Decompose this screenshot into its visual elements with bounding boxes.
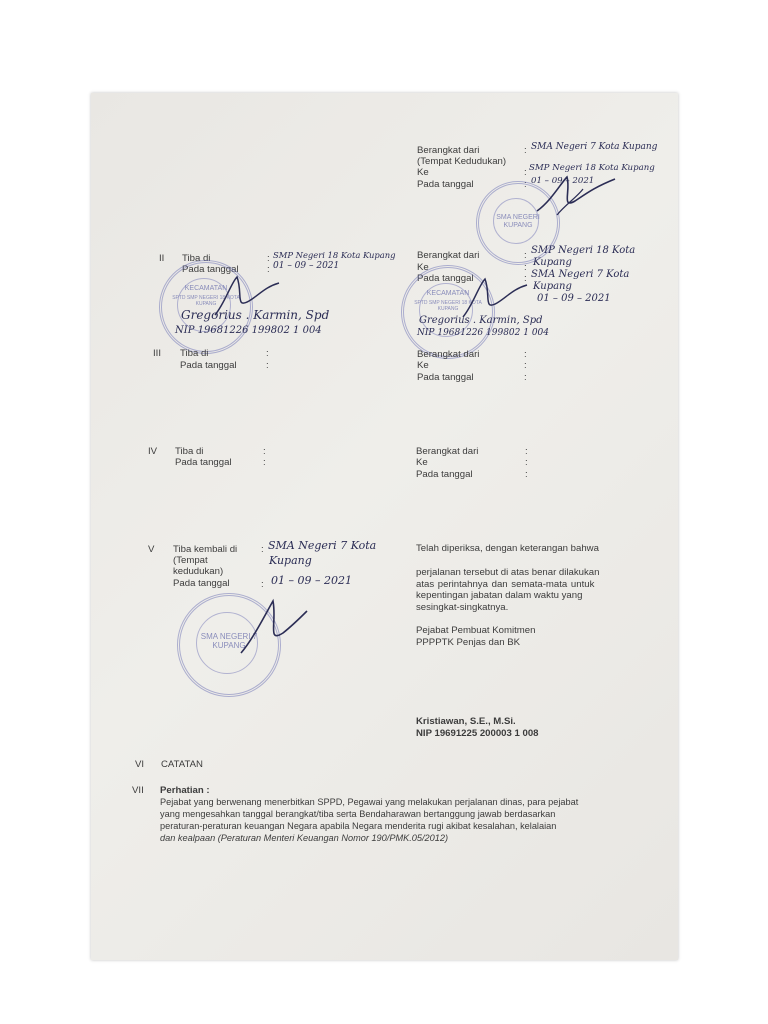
official-title: Pejabat Pembuat Komitmen (416, 625, 536, 636)
label-tempat: (Tempat (173, 555, 208, 566)
handwritten-ke: Kupang (533, 281, 572, 292)
label-pada-tanggal: Pada tanggal (175, 457, 232, 468)
handwritten-ke: SMP Negeri 18 Kota Kupang (529, 163, 655, 173)
colon: : (263, 457, 266, 468)
handwritten-pada-tanggal: 01 – 09 – 2021 (271, 574, 352, 587)
colon: : (524, 262, 527, 273)
colon: : (524, 167, 527, 178)
section-title-catatan: CATATAN (161, 759, 203, 770)
label-pada-tanggal: Pada tanggal (180, 360, 237, 371)
handwritten-tiba-di: SMP Negeri 18 Kota Kupang (273, 250, 396, 260)
colon: : (263, 446, 266, 457)
handwritten-berangkat-dari: SMP Negeri 18 Kota (531, 245, 636, 256)
official-institution: PPPPTK Penjas dan BK (416, 637, 520, 648)
label-kedudukan: kedudukan) (173, 566, 224, 577)
label-tiba-kembali-di: Tiba kembali di (173, 544, 238, 555)
handwritten-berangkat-dari: Kupang (533, 257, 572, 268)
label-ke: Ke (416, 457, 428, 468)
label-pada-tanggal: Pada tanggal (417, 372, 474, 383)
colon: : (524, 250, 527, 261)
colon: : (525, 457, 528, 468)
colon: : (524, 273, 527, 284)
verification-line: sesingkat-singkatnya. (416, 602, 509, 613)
section-numeral: VII (132, 785, 144, 796)
label-ke: Ke (417, 360, 429, 371)
notice-line: peraturan-peraturan keuangan Negara apabila Negara menderita rugi akibat kesalahan, kelalaian (160, 821, 557, 831)
colon: : (524, 179, 527, 190)
handwritten-pada-tanggal: 01 – 09 – 2021 (273, 261, 340, 271)
section-numeral: IV (148, 446, 158, 457)
colon: : (524, 145, 527, 156)
label-pada-tanggal: Pada tanggal (416, 469, 473, 480)
colon: : (261, 579, 264, 590)
signatory-nip: NIP 19681226 199802 1 004 (175, 325, 322, 336)
signature (531, 171, 621, 221)
colon: : (261, 544, 264, 555)
label-pada-tanggal: Pada tanggal (417, 273, 474, 284)
handwritten-berangkat-dari: SMA Negeri 7 Kota Kupang (531, 142, 658, 152)
verification-line: kepentingan jabatan dalam waktu yang (416, 590, 583, 601)
official-name: Kristiawan, S.E., M.Si. (416, 716, 516, 727)
handwritten-ke: SMA Negeri 7 Kota (531, 269, 630, 280)
colon: : (525, 446, 528, 457)
label-berangkat-dari: Berangkat dari (417, 349, 480, 360)
label-tiba-di: Tiba di (175, 446, 204, 457)
colon: : (524, 349, 527, 360)
handwritten-pada-tanggal: 01 – 09 – 2021 (531, 176, 595, 186)
label-ke: Ke (417, 167, 429, 178)
section-numeral: VI (135, 759, 145, 770)
section-title-perhatian: Perhatian : (160, 785, 210, 796)
label-berangkat-dari: Berangkat dari (417, 145, 480, 156)
label-tiba-di: Tiba di (182, 253, 211, 264)
signatory-nip: NIP 19681226 199802 1 004 (417, 328, 549, 338)
notice-line: Pejabat yang berwenang menerbitkan SPPD, Pegawai yang melakukan perjalanan dinas, para pejabat (160, 797, 579, 807)
section-numeral: III (153, 348, 161, 359)
colon: : (525, 469, 528, 480)
official-nip: NIP 19691225 200003 1 008 (416, 728, 539, 739)
label-tiba-di: Tiba di (180, 348, 209, 359)
signatory-name: Gregorius . Karmin, Spd (181, 308, 330, 322)
label-ke: Ke (417, 262, 429, 273)
label-pada-tanggal: Pada tanggal (417, 179, 474, 190)
notice-line-regulation: dan kealpaan (Peraturan Menteri Keuangan Nomor 190/PMK.05/2012) (160, 833, 449, 843)
colon: : (267, 253, 270, 264)
label-tempat-kedudukan: (Tempat Kedudukan) (417, 156, 507, 167)
handwritten-tiba-kembali-di: Kupang (269, 554, 312, 567)
colon: : (524, 360, 527, 371)
signature (231, 593, 311, 663)
label-berangkat-dari: Berangkat dari (417, 250, 480, 261)
official-stamp: KECAMATAN SPTD SMP NEGERI 18 KOTA KUPANG (159, 260, 253, 354)
colon: : (524, 372, 527, 383)
signatory-name: Gregorius . Karmin, Spd (419, 315, 543, 326)
verification-line: perjalanan tersebut di atas benar dilakukan (416, 567, 600, 578)
notice-line: yang mengesahkan tanggal berangkat/tiba serta Bendaharawan bertanggung jawab berdasarkan (160, 809, 556, 819)
handwritten-tiba-kembali-di: SMA Negeri 7 Kota (268, 539, 377, 552)
section-numeral: V (148, 544, 155, 555)
label-pada-tanggal: Pada tanggal (173, 578, 230, 589)
official-stamp: SMA NEGERI KUPANG (476, 181, 560, 265)
official-stamp: SMA NEGERI 7 KUPANG (177, 593, 281, 697)
section-numeral: II (159, 253, 165, 264)
document-page (91, 93, 678, 960)
label-berangkat-dari: Berangkat dari (416, 446, 479, 457)
handwritten-pada-tanggal: 01 – 09 – 2021 (537, 293, 611, 304)
verification-statement: Telah diperiksa, dengan keterangan bahwa (416, 543, 599, 554)
verification-line: atas perintahnya dan semata-mata untuk (416, 579, 595, 590)
colon: : (267, 264, 270, 275)
colon: : (266, 360, 269, 371)
official-stamp: KECAMATAN SPTD SMP NEGERI 18 KOTA KUPANG (401, 265, 495, 359)
label-pada-tanggal: Pada tanggal (182, 264, 239, 275)
colon: : (266, 348, 269, 359)
